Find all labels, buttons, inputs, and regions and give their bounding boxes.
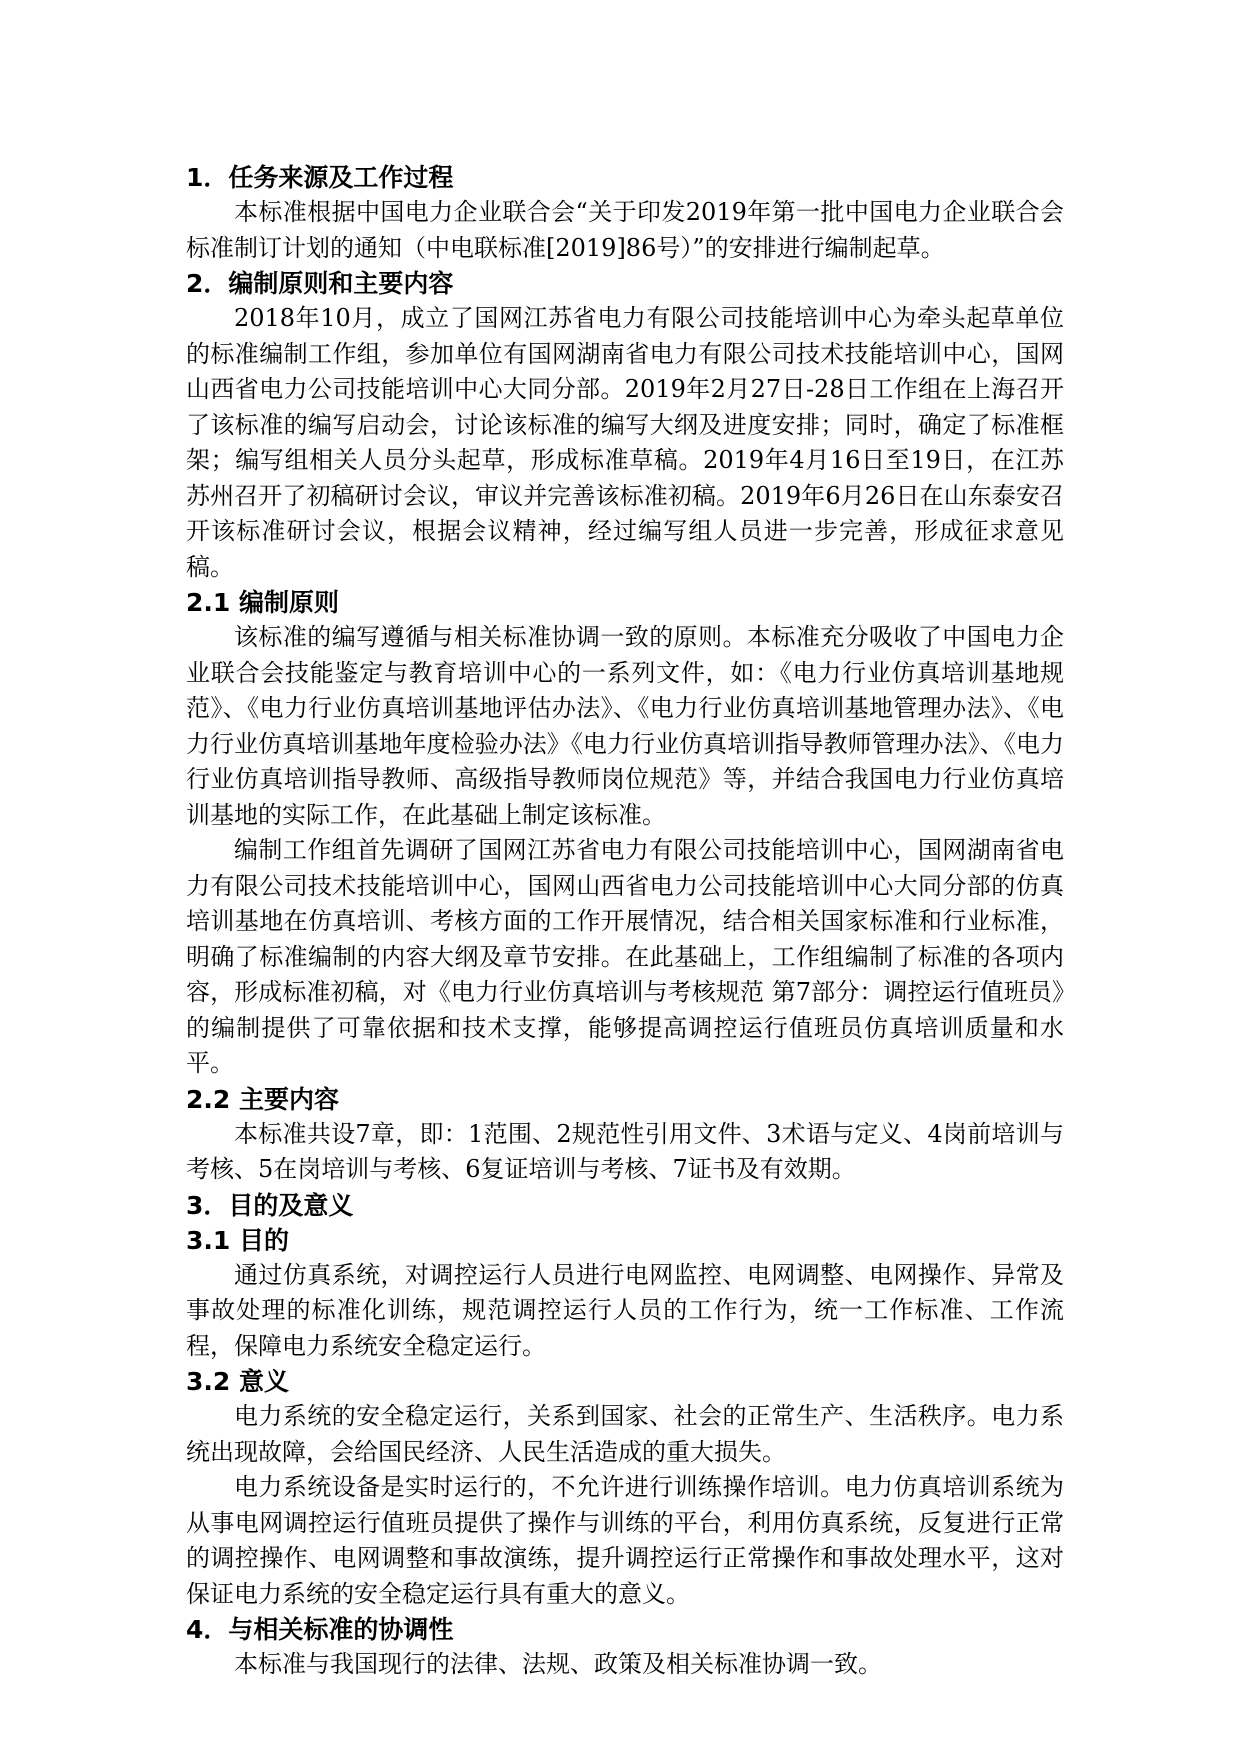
section-2-1-paragraph-2: 编制工作组首先调研了国网江苏省电力有限公司技能培训中心，国网湖南省电力有限公司技术技能培训中心，国网山西省电力公司技能培训中心大同分部的仿真培训基地在仿真培训、考核方面的工作开展情况，结合相关国家标准和行业标准，明确了标准编制的内容大纲及章节安排。在此基础上，工作组编制了标准的各项内容，形成标准初稿，对《电力行业仿真培训与考核规范 第7部分：调控运行值班员》的编制提供了可靠依据和技术支撑，能够提高调控运行值班员仿真培训质量和水平。: [186, 836, 1064, 1077]
section-3-1-heading: 3.1 目的: [186, 1225, 289, 1255]
section-1-paragraph: 本标准根据中国电力企业联合会“关于印发2019年第一批中国电力企业联合会标准制订计划的通知（中电联标准[2019]86号）”的安排进行编制起草。: [186, 198, 1064, 262]
section-3-heading: 3．目的及意义: [186, 1190, 354, 1220]
section-2-heading: 2．编制原则和主要内容: [186, 269, 454, 298]
section-4-heading: 4．与相关标准的协调性: [186, 1615, 454, 1644]
document-page: [186, 160, 1064, 1683]
section-2-1-paragraph-1: 该标准的编写遵循与相关标准协调一致的原则。本标准充分吸收了中国电力企业联合会技能鉴定与教育培训中心的一系列文件，如：《电力行业仿真培训基地规范》、《电力行业仿真培训基地评估办法》、《电力行业仿真培训基地管理办法》、《电力行业仿真培训基地年度检验办法》《电力行业仿真培训指导教师管理办法》、《电力行业仿真培训指导教师、高级指导教师岗位规范》等，并结合我国电力行业仿真培训基地的实际工作，在此基础上制定该标准。: [186, 623, 1064, 829]
section-2-2-paragraph: 本标准共设7章，即：1范围、2规范性引用文件、3术语与定义、4岗前培训与考核、5在岗培训与考核、6复证培训与考核、7证书及有效期。: [186, 1119, 1064, 1183]
section-1-heading: 1．任务来源及工作过程: [186, 163, 454, 192]
section-3-1-paragraph: 通过仿真系统，对调控运行人员进行电网监控、电网调整、电网操作、异常及事故处理的标准化训练，规范调控运行人员的工作行为，统一工作标准、工作流程，保障电力系统安全稳定运行。: [186, 1260, 1064, 1360]
section-4-paragraph: 本标准与我国现行的法律、法规、政策及相关标准协调一致。: [234, 1650, 882, 1678]
section-2-1-heading: 2.1 编制原则: [186, 588, 339, 617]
section-3-2-paragraph-1: 电力系统的安全稳定运行，关系到国家、社会的正常生产、生活秩序。电力系统出现故障，会给国民经济、人民生活造成的重大损失。: [186, 1402, 1064, 1466]
section-2-2-heading: 2.2 主要内容: [186, 1084, 339, 1114]
section-3-2-paragraph-2: 电力系统设备是实时运行的，不允许进行训练操作培训。电力仿真培训系统为从事电网调控运行值班员提供了操作与训练的平台，利用仿真系统，反复进行正常的调控操作、电网调整和事故演练，提升调控运行正常操作和事故处理水平，这对保证电力系统的安全稳定运行具有重大的意义。: [186, 1473, 1064, 1608]
section-3-2-heading: 3.2 意义: [186, 1367, 289, 1396]
section-2-paragraph: 2018年10月，成立了国网江苏省电力有限公司技能培训中心为牵头起草单位的标准编制工作组，参加单位有国网湖南省电力有限公司技术技能培训中心，国网山西省电力公司技能培训中心大同分部。2019年2月27日-28日工作组在上海召开了该标准的编写启动会，讨论该标准的编写大纲及进度安排；同时，确定了标准框架；编写组相关人员分头起草，形成标准草稿。2019年4月16日至19日，在江苏苏州召开了初稿研讨会议，审议并完善该标准初稿。2019年6月26日在山东泰安召开该标准研讨会议，根据会议精神，经过编写组人员进一步完善，形成征求意见稿。: [186, 304, 1064, 581]
